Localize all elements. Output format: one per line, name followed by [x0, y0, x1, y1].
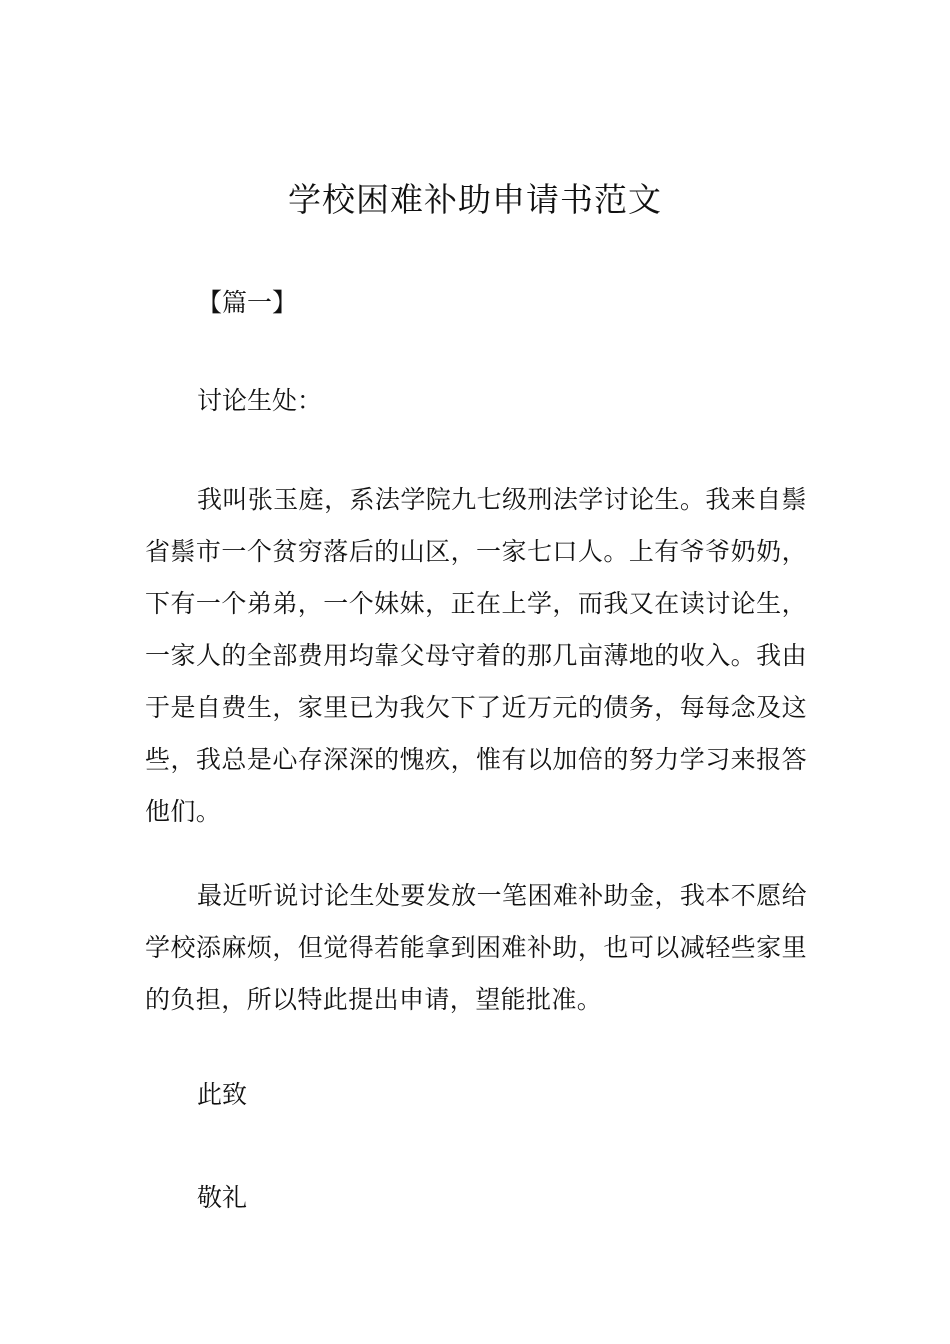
closing-salutation: 此致: [197, 1080, 248, 1109]
salutation: 讨论生处：: [197, 386, 323, 415]
document-title: 学校困难补助申请书范文: [288, 180, 662, 219]
body-paragraph-2: 最近听说讨论生处要发放一笔困难补助金，我本不愿给学校添麻烦，但觉得若能拿到困难补助，也可以减轻些家里的负担，所以特此提出申请，望能批准。: [145, 881, 807, 1014]
closing-regards: 敬礼: [197, 1183, 248, 1212]
section-label: 【篇一】: [197, 288, 298, 317]
body-paragraph-1: 我叫张玉庭，系法学院九七级刑法学讨论生。我来自鬃省鬃市一个贫穷落后的山区，一家七口人。上有爷爷奶奶，下有一个弟弟，一个妹妹，正在上学，而我又在读讨论生，一家人的全部费用均靠父母守着的那几亩薄地的收入。我由于是自费生，家里已为我欠下了近万元的债务，每每念及这些，我总是心存深深的愧疚，惟有以加倍的努力学习来报答他们。: [145, 485, 807, 826]
